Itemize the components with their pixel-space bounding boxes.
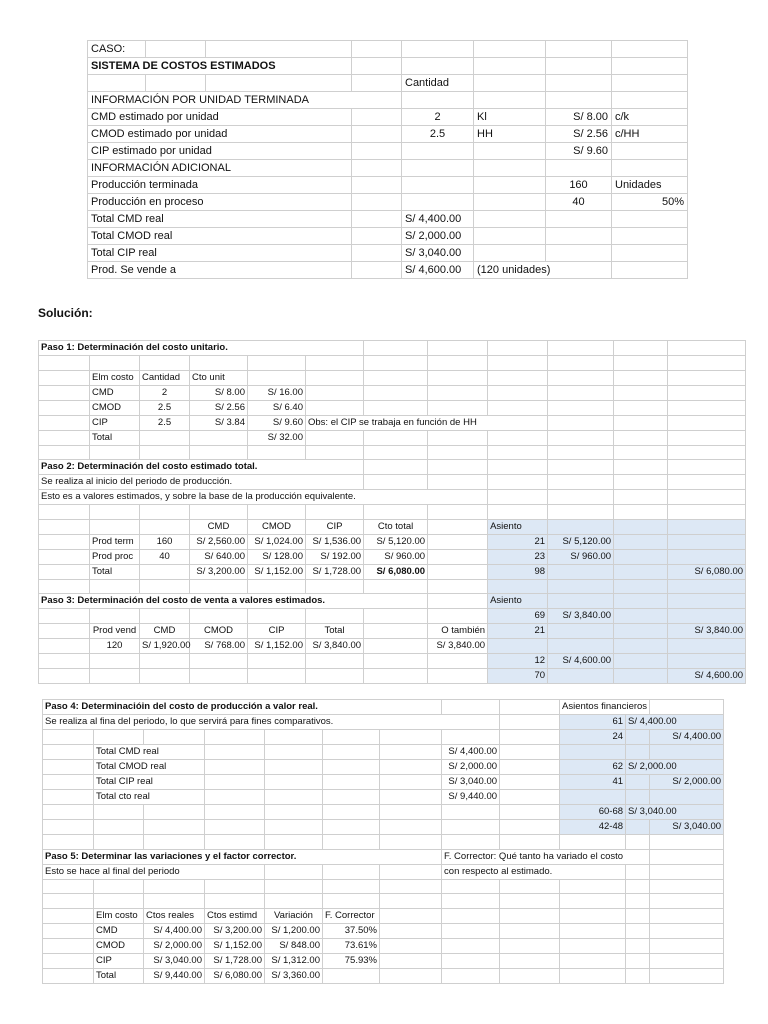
step3-header: Prod vend CMD CMOD CIP Total O también 21 S/ 3,840.00 <box>39 624 746 639</box>
step1-row-total: Total S/ 32.00 <box>39 430 746 445</box>
step5-row-cmd: CMD S/ 4,400.00 S/ 3,200.00 S/ 1,200.00 37.50% <box>43 923 724 938</box>
step1-row-cip: CIP 2.5 S/ 3.84 S/ 9.60 Obs: el CIP se trabaja en función de HH <box>39 415 746 430</box>
step2-row-term: Prod term 160 S/ 2,560.00 S/ 1,024.00 S/ 1,536.00 S/ 5,120.00 21 S/ 5,120.00 <box>39 534 746 549</box>
step2-title: Paso 2: Determinación del costo estimado total. <box>39 460 364 475</box>
cip-row: CIP estimado por unidad S/ 9.60 <box>88 143 688 160</box>
step3-title: Paso 3: Determinación del costo de venta a valores estimados. <box>39 594 428 609</box>
steps-4-5-table: Paso 4: Determinacióin del costo de producción a valor real. Asientos financieros Se realiza al fina del periodo, lo que servirá para fines comparativos. 61 S/ 4,400.00 24 S/ 4,400.00 Total CMD real S/ 4,400.00 Total CMOD real S/ 2,000.00 62 S/ 2,000.00 Total CIP real S/ 3,040.00 41 S/ 2,000.00 Total cto real S/ 9,440.00 60-68 S/ 3,040.00 42-48 S/ 3,040.00 Paso 5: Determinar las variaciones y el factor corrector. F. Corrector: Qué tanto ha variado el costo Esto se hace al final del periodo con respecto al estimado. Elm costo Ctos reales Ctos estimd Variación F. Corrector CMD S/ 4,400.00 S/ 3,200.00 S/ 1,200.00 37.50% CMOD S/ 2,000.00 S/ 1,152.00 S/ 848.00 73.61% CIP S/ 3,040.00 S/ 1,728.00 S/ 1,312.00 75.93% Total S/ 9,440.00 S/ 6,080.00 S/ 3,360.00 <box>42 699 724 984</box>
solution-label: Solución: <box>38 306 93 320</box>
total-cmod-row: Total CMOD real S/ 2,000.00 <box>88 228 688 245</box>
case-label: CASO: <box>88 41 146 58</box>
step4-row-total: Total cto real S/ 9,440.00 <box>43 790 724 805</box>
case-table <box>87 40 688 279</box>
step1-row-cmd: CMD 2 S/ 8.00 S/ 16.00 <box>39 385 746 400</box>
step5-title: Paso 5: Determinar las variaciones y el factor corrector. <box>43 849 442 864</box>
step3-row: 120 S/ 1,920.00 S/ 768.00 S/ 1,152.00 S/ 3,840.00 S/ 3,840.00 <box>39 639 746 654</box>
prod-proc-row: Producción en proceso 40 50% <box>88 194 688 211</box>
additional-header: INFORMACIÓN ADICIONAL <box>88 160 352 177</box>
step5-line1: Esto se hace al final del periodo <box>43 864 265 879</box>
step4-row-cmd: Total CMD real S/ 4,400.00 <box>43 745 724 760</box>
step2-header: CMD CMOD CIP Cto total Asiento <box>39 519 746 534</box>
step1-row-cmod: CMOD 2.5 S/ 2.56 S/ 6.40 <box>39 400 746 415</box>
step2-line1: Se realiza al inicio del periodo de producción. <box>39 475 364 490</box>
prod-term-row: Producción terminada 160 Unidades <box>88 177 688 194</box>
step4-line1: Se realiza al fina del periodo, lo que servirá para fines comparativos. <box>43 715 500 730</box>
step2-row-total: Total S/ 3,200.00 S/ 1,152.00 S/ 1,728.00 S/ 6,080.00 98 S/ 6,080.00 <box>39 564 746 579</box>
cip-obs: Obs: el CIP se trabaja en función de HH <box>306 415 548 430</box>
total-cip-row: Total CIP real S/ 3,040.00 <box>88 245 688 262</box>
step1-title: Paso 1: Determinación del costo unitario. <box>39 341 364 356</box>
case-title: SISTEMA DE COSTOS ESTIMADOS <box>88 58 352 75</box>
total-cmd-row: Total CMD real S/ 4,400.00 <box>88 211 688 228</box>
cmod-row: CMOD estimado por unidad 2.5 HH S/ 2.56 c/HH <box>88 126 688 143</box>
steps-1-3-table: Paso 1: Determinación del costo unitario. Elm costo Cantidad Cto unit CMD 2 S/ 8.00 S/ 16.00 CMOD 2.5 S/ 2.56 S/ 6.40 CIP 2.5 S/ 3.84 S/ 9.60 Obs: el CIP se trabaja en función de HH Total S/ 32.00 Paso 2: Determinación del costo estimado total. Se realiza al inicio del periodo de producción. Esto es a valores estimados, y sobre la base de la producción equivalente. CMD CMOD CIP Cto total Asiento Prod term 160 S/ 2,560.00 S/ 1,024.00 S/ 1,536.00 S/ 5,120.00 21 S/ 5,120.00 Prod proc 40 S/ 640.00 S/ 128.00 S/ 192.00 S/ 960.00 23 S/ 960.00 Total S/ 3,200.00 S/ 1,152.00 S/ 1,728.00 S/ 6,080.00 98 S/ 6,080.00 Paso 3: Determinación del costo de venta a valores estimados. Asiento 69 S/ 3,840.00 Prod vend CMD CMOD CIP Total O también 21 S/ 3,840.00 120 S/ 1,920.00 S/ 768.00 S/ 1,152.00 S/ 3,840.00 S/ 3,840.00 12 S/ 4,600.00 70 S/ 4,600.00 <box>38 340 746 684</box>
step5-row-total: Total S/ 9,440.00 S/ 6,080.00 S/ 3,360.00 <box>43 968 724 983</box>
step4-row-cmod: Total CMOD real S/ 2,000.00 62 S/ 2,000.00 <box>43 760 724 775</box>
sold-row: Prod. Se vende a S/ 4,600.00 (120 unidades) <box>88 262 688 279</box>
step5-row-cip: CIP S/ 3,040.00 S/ 1,728.00 S/ 1,312.00 75.93% <box>43 953 724 968</box>
step5-note2: con respecto al estimado. <box>442 864 626 879</box>
asientos-label: Asientos financieros <box>560 700 650 715</box>
step2-row-proc: Prod proc 40 S/ 640.00 S/ 128.00 S/ 192.00 S/ 960.00 23 S/ 960.00 <box>39 549 746 564</box>
unit-info-header: INFORMACIÓN POR UNIDAD TERMINADA <box>88 92 402 109</box>
step1-header: Elm costo Cantidad Cto unit <box>39 370 746 385</box>
step4-title: Paso 4: Determinacióin del costo de producción a valor real. <box>43 700 442 715</box>
step5-header: Elm costo Ctos reales Ctos estimd Variación F. Corrector <box>43 908 724 923</box>
step4-row-cip: Total CIP real S/ 3,040.00 41 S/ 2,000.00 <box>43 775 724 790</box>
cmd-row: CMD estimado por unidad 2 Kl S/ 8.00 c/k <box>88 109 688 126</box>
qty-header: Cantidad <box>402 75 474 92</box>
step2-line2: Esto es a valores estimados, y sobre la base de la producción equivalente. <box>39 490 488 505</box>
step5-row-cmod: CMOD S/ 2,000.00 S/ 1,152.00 S/ 848.00 73.61% <box>43 938 724 953</box>
step5-note1: F. Corrector: Qué tanto ha variado el costo <box>442 849 650 864</box>
